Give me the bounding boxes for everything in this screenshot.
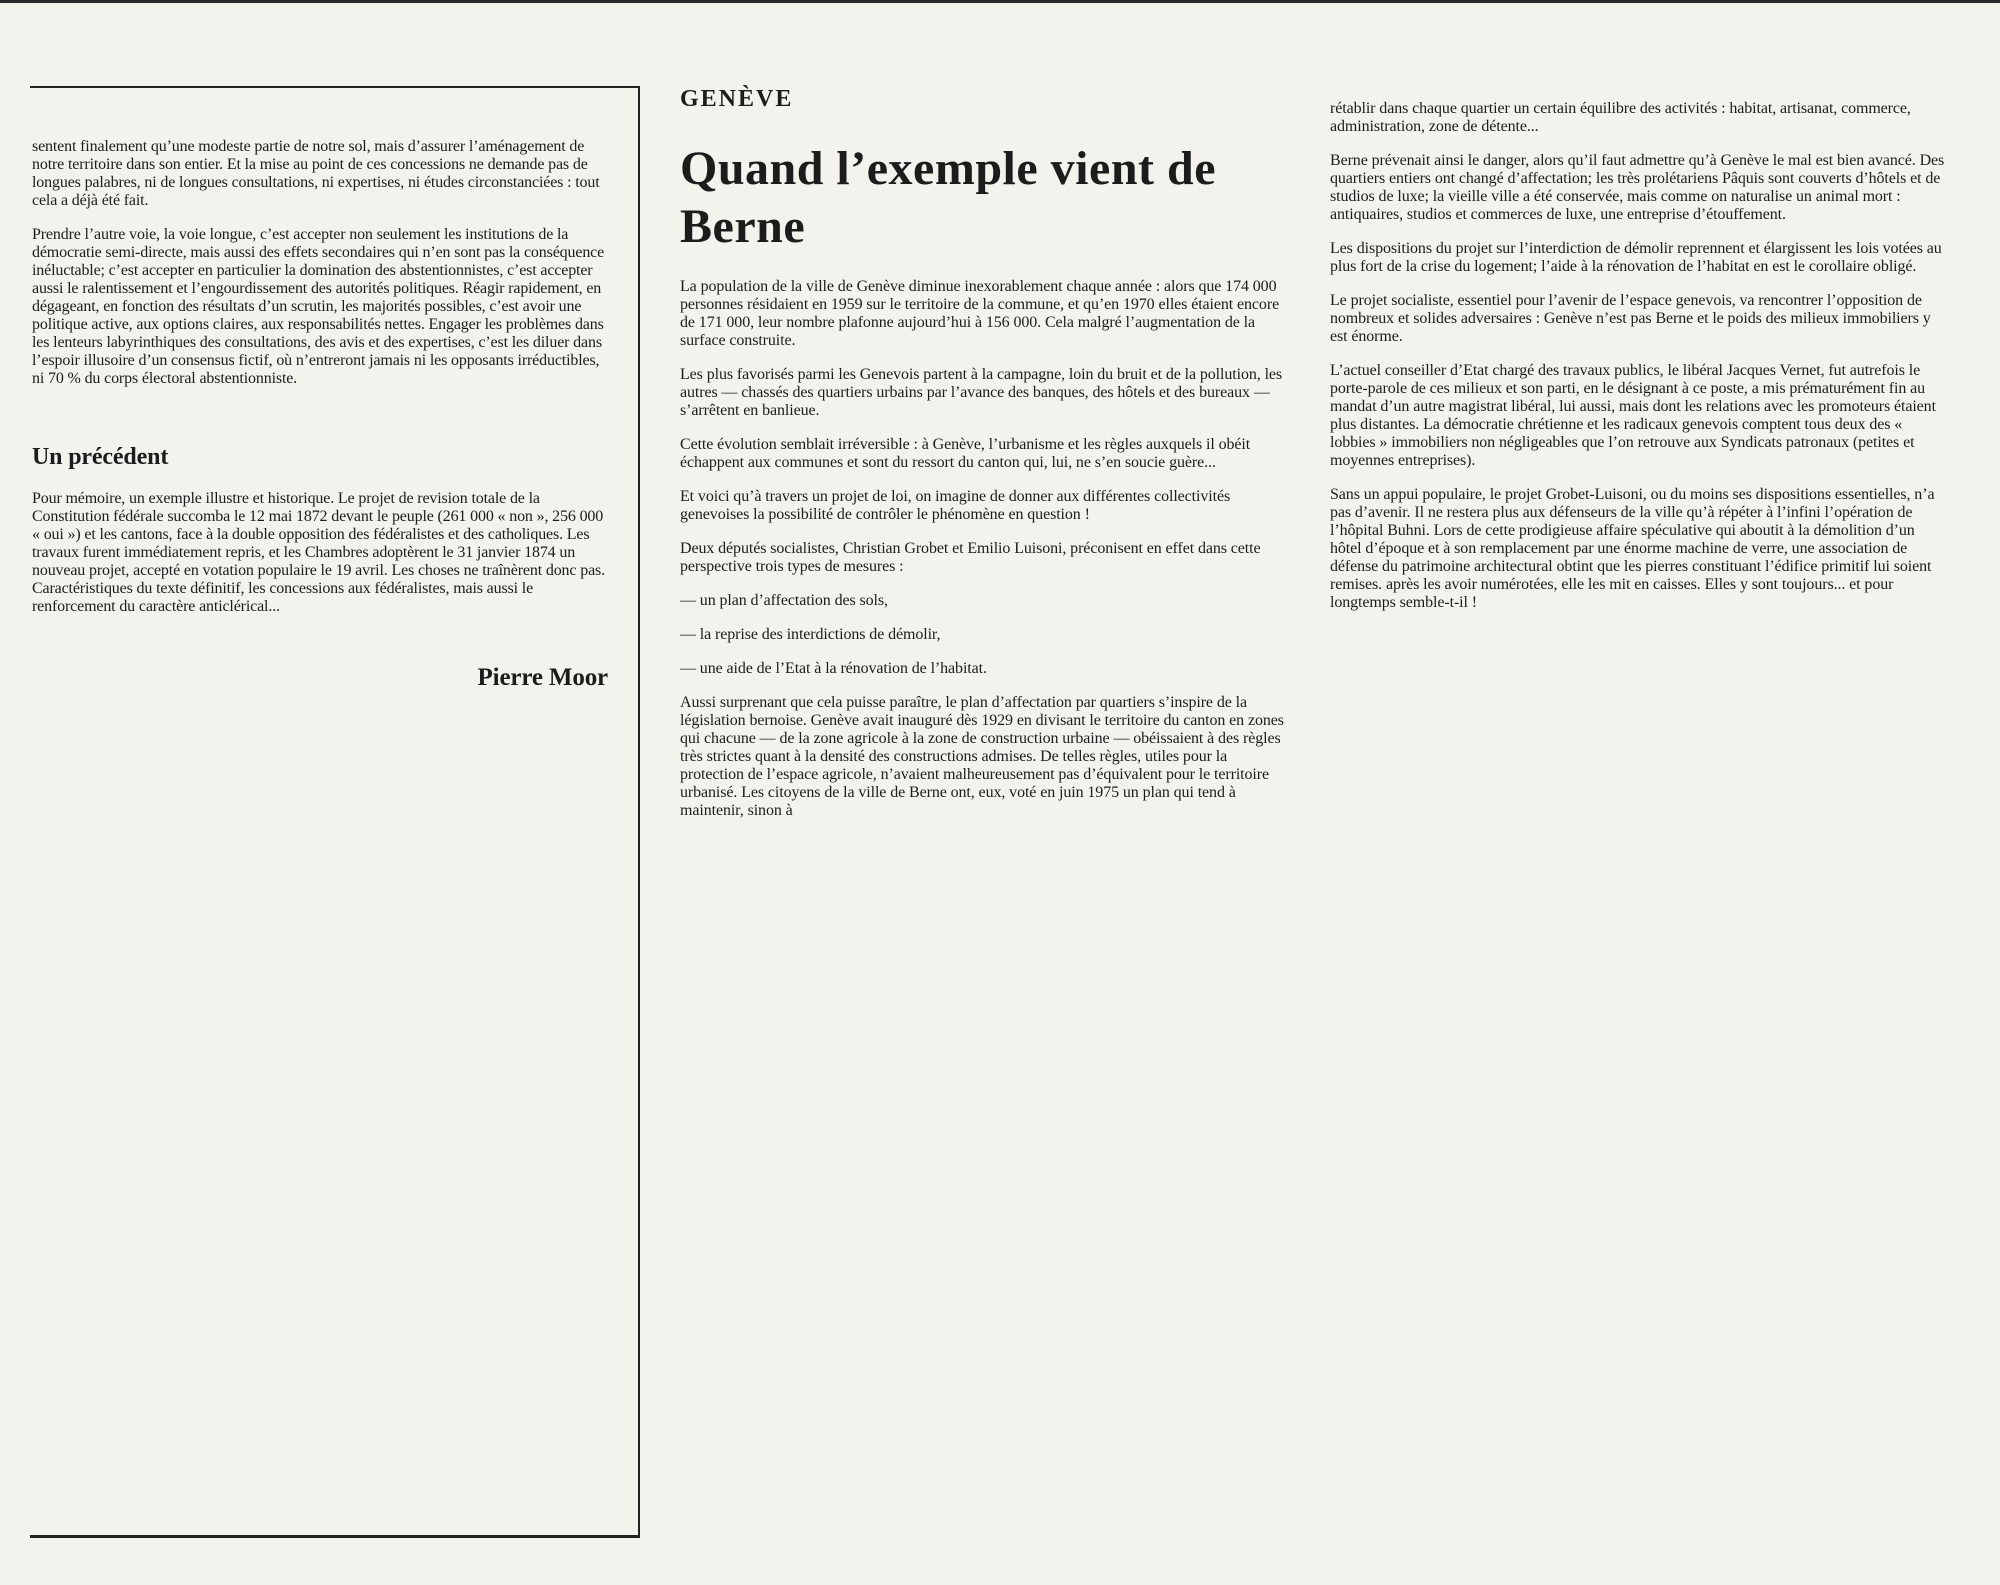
article-paragraph: Sans un appui populaire, le projet Grobet-Luisoni, ou du moins ses dispositions essentielles, n’a pas d’avenir. Il ne restera plus aux défenseurs de la ville qu’à répéter à l’infini l’opération de l’hôpital Buhni. Lors de cette prodigieuse affaire spéculative qui aboutit à la démolition d’un hôtel d’époque et à son remplacement par une énorme machine de verre, une association de défense du patrimoine architectural obtint que les pierres constituant l’édifice primitif lui soient remises. après les avoir numérotées, elle les mit en caisses. Elles y sont toujours... et pour longtemps semble-t-il ! bbox=[1330, 486, 1935, 611]
left-column bbox=[32, 122, 608, 717]
article-body bbox=[680, 278, 1294, 820]
middle-column bbox=[680, 84, 1294, 836]
left-paragraph-1: sentent finalement qu’une modeste partie de notre sol, mais d’assurer l’aménagement de notre territoire dans son entier. Et la mise au point de ces concessions ne demande pas de longues palabres, ni de longues consultations, ni expertises, ni études circonstanciées : tout cela a déjà été fait. bbox=[32, 138, 600, 209]
article-paragraph: Berne prévenait ainsi le danger, alors qu’il faut admettre qu’à Genève le mal est bien avancé. Des quartiers entiers ont changé d’affectation; les très prolétariens Pâquis sont couverts d’hôtels et de studios de luxe; la vieille ville a été conservée, mais comme on naturalise un animal mort : antiquaires, studios et commerces de luxe, une entreprise d’étouffement. bbox=[1330, 152, 1945, 223]
measure-list-item: — la reprise des interdictions de démolir, bbox=[680, 626, 941, 643]
article-paragraph: Aussi surprenant que cela puisse paraître, le plan d’affectation par quartiers s’inspire de la législation bernoise. Genève avait inauguré dès 1929 en divisant le territoire du canton en zones qui chacune — de la zone agricole à la zone de construction urbaine — obéissaient à des règles très strictes quant à la densité des constructions admises. De telles règles, utiles pour la protection de l’espace agricole, n’avaient malheureusement pas d’équivalent pour le territoire urbanisé. Les citoyens de la ville de Berne ont, eux, voté en juin 1975 un plan qui tend à maintenir, sinon à bbox=[680, 694, 1284, 819]
article-paragraph: Cette évolution semblait irréversible : à Genève, l’urbanisme et les règles auxquels il obéit échappent aux communes et sont du ressort du canton qui, lui, ne s’en soucie guère... bbox=[680, 436, 1251, 471]
right-column bbox=[1330, 84, 1945, 628]
left-paragraph-3: Pour mémoire, un exemple illustre et historique. Le projet de revision totale de la Constitution fédérale succomba le 12 mai 1872 devant le peuple (261 000 « non », 256 000 « oui ») et les cantons, face à la double opposition des fédéralistes et des catholiques. Les travaux furent immédiatement repris, et les Chambres adoptèrent le 31 janvier 1874 un nouveau projet, accepté en votation populaire le 19 avril. Les choses ne traînèrent donc pas. Caractéristiques du texte définitif, les concessions aux fédéralistes, mais aussi le renforcement du caractère anticlérical... bbox=[32, 490, 605, 615]
article-paragraph: La population de la ville de Genève diminue inexorablement chaque année : alors que 174 000 personnes résidaient en 1959 sur le territoire de la commune, et qu’en 1970 elles étaient encore de 171 000, leur nombre plafonne aujourd’hui à 156 000. Cela malgré l’augmentation de la surface construite. bbox=[680, 278, 1280, 349]
article-paragraph: Le projet socialiste, essentiel pour l’avenir de l’espace genevois, va rencontrer l’opposition de nombreux et solides adversaires : Genève n’est pas Berne et le poids des milieux immobiliers y est énorme. bbox=[1330, 292, 1931, 345]
article-paragraph: rétablir dans chaque quartier un certain équilibre des activités : habitat, artisanat, commerce, administration, zone de détente... bbox=[1330, 100, 1911, 135]
section-subheading: Un précédent bbox=[32, 444, 169, 470]
article-paragraph: Les dispositions du projet sur l’interdiction de démolir reprennent et élargissent les lois votées au plus fort de la crise du logement; l’aide à la rénovation de l’habitat en est le corollaire obligé. bbox=[1330, 240, 1942, 275]
article-paragraph: Deux députés socialistes, Christian Grobet et Emilio Luisoni, préconisent en effet dans cette perspective trois types de mesures : bbox=[680, 540, 1261, 575]
article-headline: Quand l’exemple vient de Berne bbox=[680, 142, 1216, 253]
left-paragraph-2: Prendre l’autre voie, la voie longue, c’est accepter non seulement les institutions de la démocratie semi-directe, mais aussi des effets secondaires qui n’en sont pas la conséquence inéluctable; c’est accepter en particulier la domination des abstentionnistes, c’est accepter aussi le ralentissement et l’engourdissement des autorités politiques. Réagir rapidement, en dégageant, en fonction des résultats d’un scrutin, les majorités possibles, c’est avoir une politique active, aux options claires, aux responsabilités nettes. Engager les problèmes dans les lenteurs labyrinthiques des consultations, des avis et des expertises, c’est les diluer dans l’espoir illusoire d’un consensus fictif, où n’entreront jamais ni les opposants irréductibles, ni 70 % du corps électoral abstentionniste. bbox=[32, 226, 605, 387]
article-paragraph: Les plus favorisés parmi les Genevois partent à la campagne, loin du bruit et de la pollution, les autres — chassés des quartiers urbains par l’avance des banques, des hôtels et des bureaux — s’arrêtent en banlieue. bbox=[680, 366, 1283, 419]
measure-list-item: — une aide de l’Etat à la rénovation de l’habitat. bbox=[680, 660, 987, 677]
top-rule bbox=[0, 0, 2000, 3]
section-kicker: GENÈVE bbox=[680, 86, 794, 112]
article-paragraph: Et voici qu’à travers un projet de loi, on imagine de donner aux différentes collectivités genevoises la possibilité de contrôler le phénomène en question ! bbox=[680, 488, 1231, 523]
article-paragraph: L’actuel conseiller d’Etat chargé des travaux publics, le libéral Jacques Vernet, fut autrefois le porte-parole de ces milieux et son parti, en le désignant à ce poste, a mis prématurément fin au mandat d’un autre magistrat libéral, lui aussi, mais dont les relations avec les promoteurs étaient plus distantes. La démocratie chrétienne et les radicaux genevois comptent tous deux des « lobbies » immobiliers non négligeables que l’on retrouve aux Syndicats patronaux (petites et moyennes entreprises). bbox=[1330, 362, 1936, 469]
measure-list-item: — un plan d’affectation des sols, bbox=[680, 592, 888, 609]
author-signature: Pierre Moor bbox=[477, 664, 608, 691]
